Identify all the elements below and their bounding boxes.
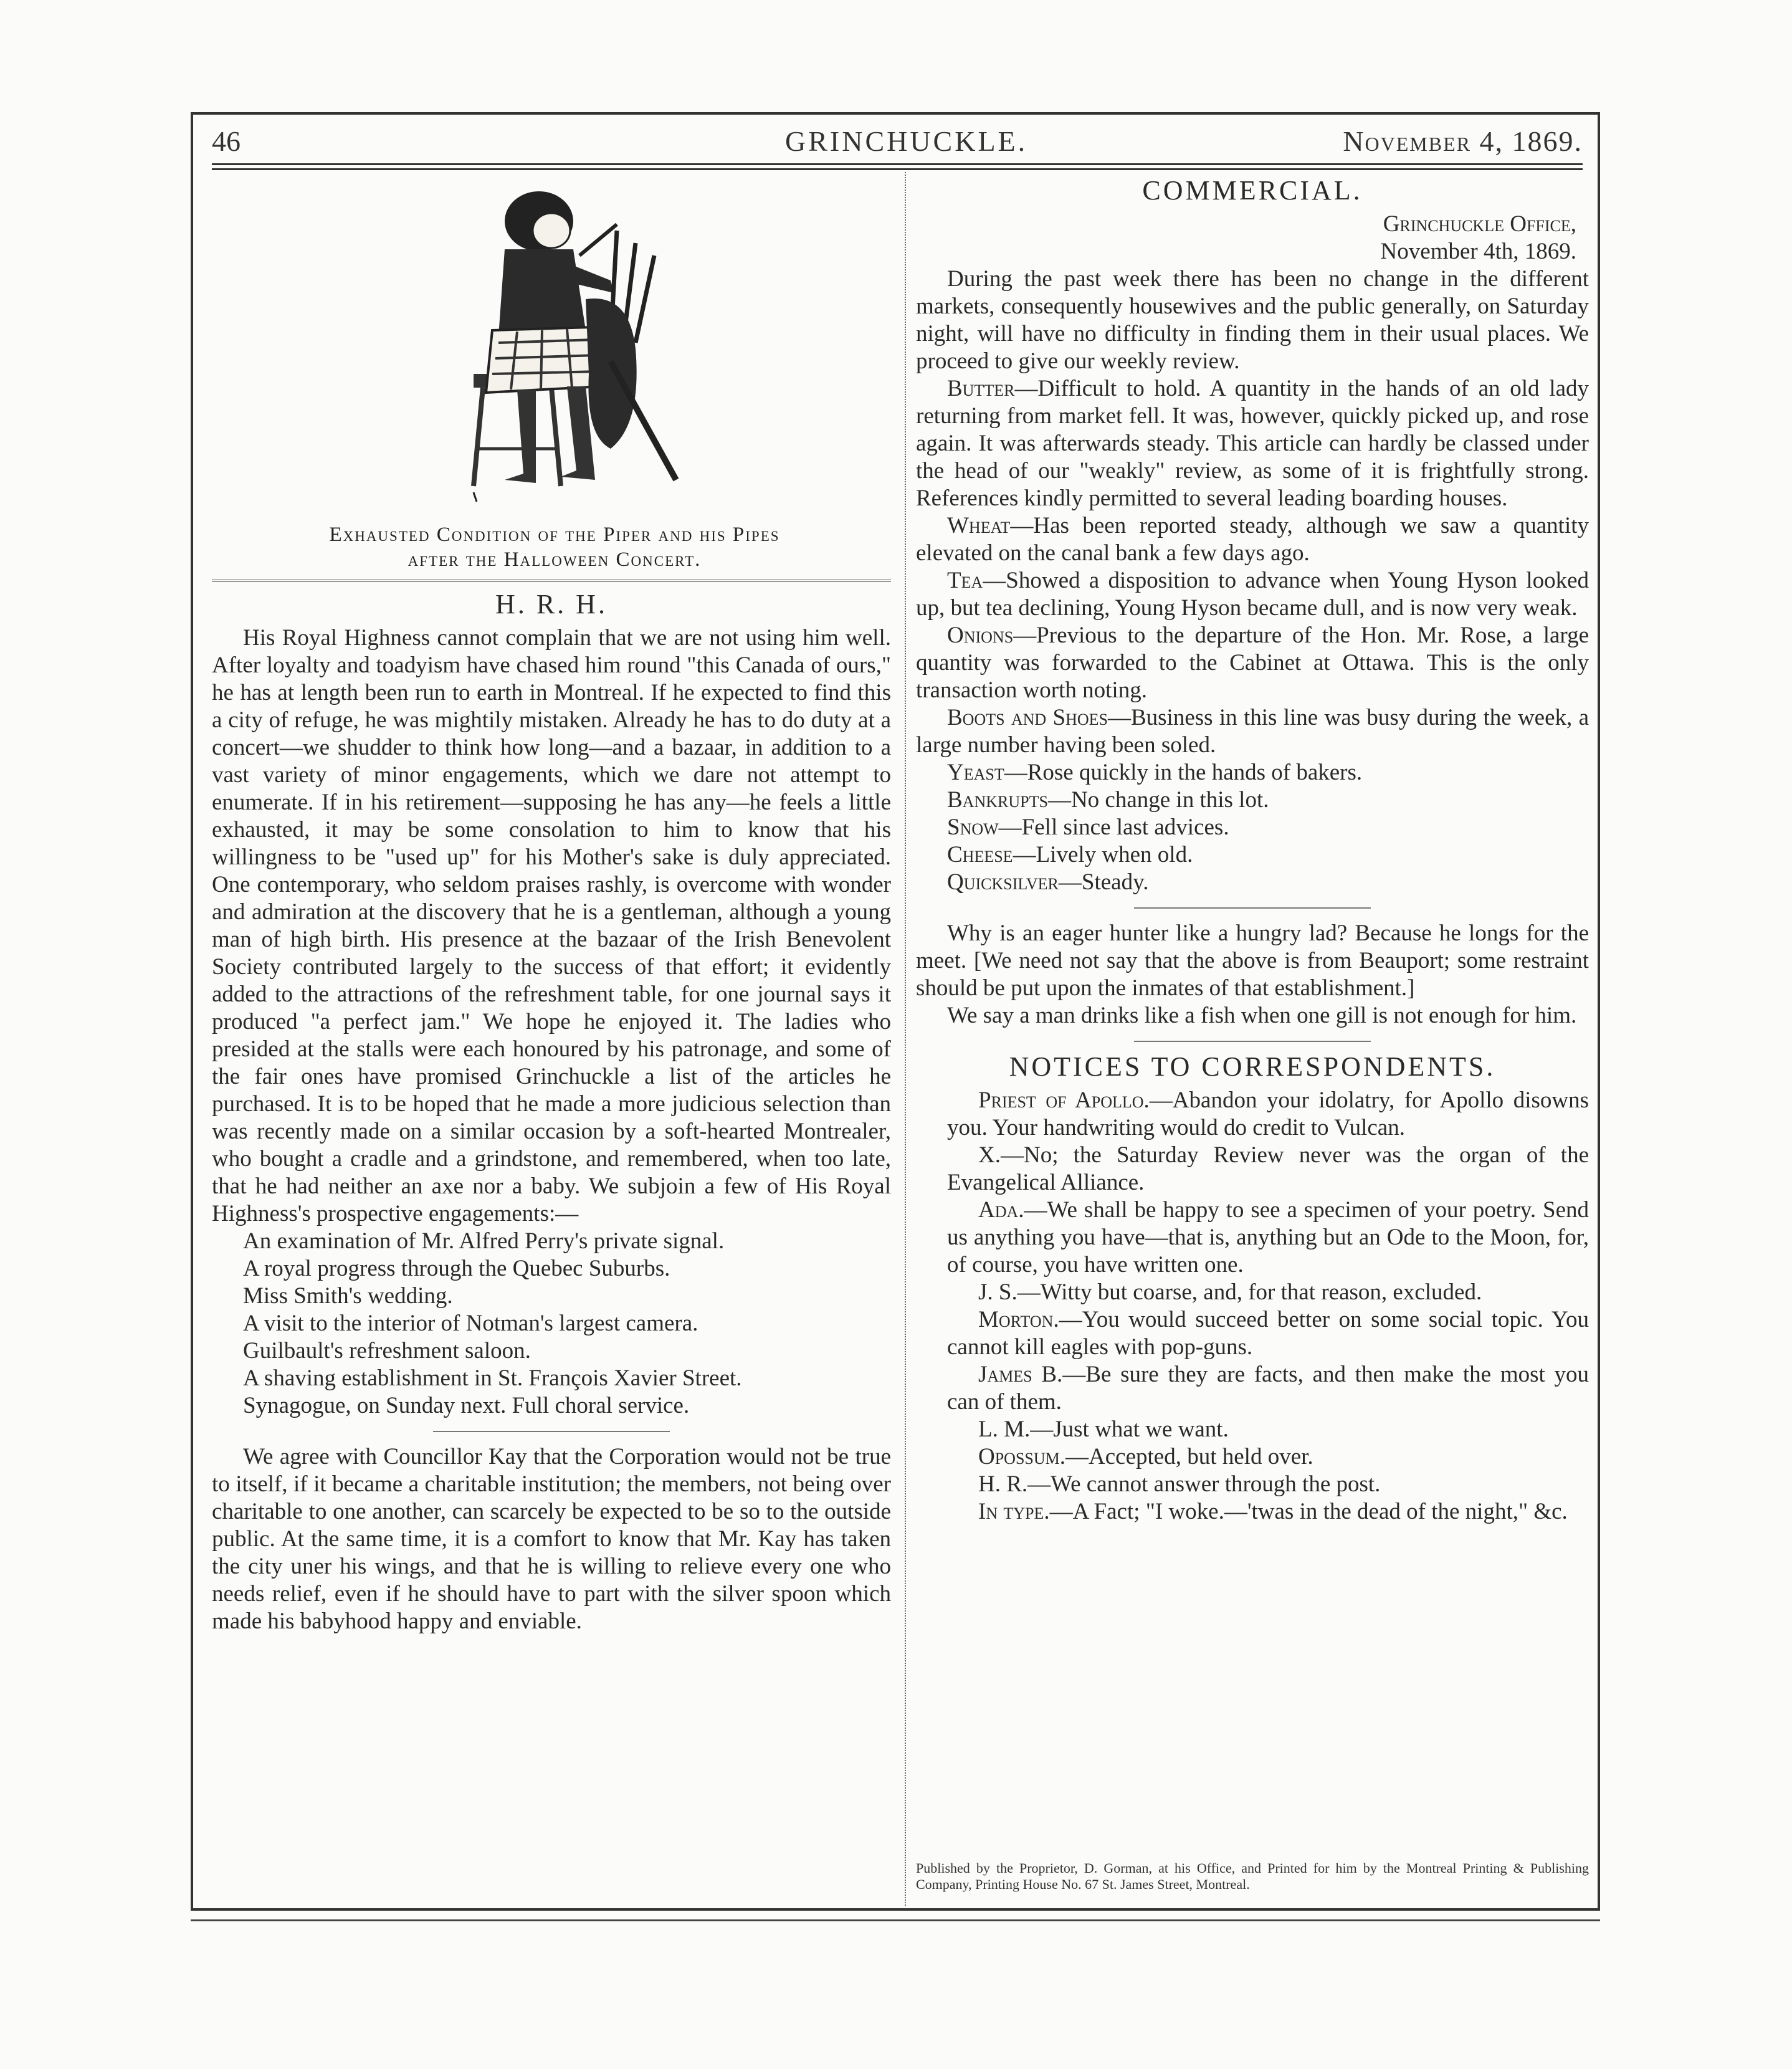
notice-item: J. S.—Witty but coarse, and, for that reason, excluded.: [978, 1279, 1482, 1305]
commercial-intro: During the past week there has been no change in the different markets, consequently housewives and the public generally, on Saturday night, will have no difficulty in finding them in their usual places. We proceed to give our weekly review.: [916, 266, 1589, 374]
office-date: November 4th, 1869.: [1380, 239, 1576, 264]
caption-line-1: Exhausted Condition of the Piper and his Pipes: [329, 523, 780, 546]
market-item: Snow—Fell since last advices.: [947, 815, 1229, 840]
section-separator: [1134, 907, 1371, 909]
notices-heading: NOTICES TO CORRESPONDENTS.: [1009, 1051, 1496, 1082]
piper-figure-icon: [430, 187, 692, 511]
header-rule: [212, 163, 1583, 165]
market-item: Wheat—Has been reported steady, although we saw a quantity elevated on the canal bank a few days ago.: [916, 513, 1589, 566]
market-item: Cheese—Lively when old.: [947, 842, 1193, 867]
market-item: Quicksilver—Steady.: [947, 869, 1149, 895]
notice-item: Ada.—We shall be happy to see a specimen of your poetry. Send us anything you have—that is, anything but an Ode to the Moon, for, of course, you have written one.: [947, 1197, 1589, 1278]
list-item: A royal progress through the Quebec Suburbs.: [243, 1256, 670, 1281]
list-item: Guilbault's refreshment saloon.: [243, 1338, 531, 1364]
publisher-footer: Published by the Proprietor, D. Gorman, at his Office, and Printed for him by the Montreal Printing & Publishing Company, Printing House No. 67 St. James Street, Montreal.: [916, 1860, 1589, 1892]
notice-item: Priest of Apollo.—Abandon your idolatry, for Apollo disowns you. Your handwriting would do credit to Vulcan.: [947, 1087, 1589, 1140]
notice-item: James B.—Be sure they are facts, and then make the most you can of them.: [947, 1362, 1589, 1415]
kay-paragraph: We agree with Councillor Kay that the Corporation would not be true to itself, if it became a charitable institution; the members, not being over charitable to one another, can scarcely be expected to be so to the outside public. At the same time, it is a comfort to know that Mr. Kay has taken the city uner his wings, and that he is willing to relieve every one who needs relief, even if he should have to part with the silver spoon which made his babyhood happy and enviable.: [212, 1444, 891, 1634]
hrh-paragraph: His Royal Highness cannot complain that we are not using him well. After loyalty and toadyism have chased him round "this Canada of ours," he has at length been run to earth in Montreal. If he expected to find this a city of refuge, he was mightily mistaken. Already he has to do duty at a concert—we shudder to think how long—and a bazaar, in addition to a vast variety of minor engagements, which we dare not attempt to enumerate. If in his retirement—supposing he has any—he feels a little exhausted, it may be some consolation to him to know that his willingness to be "used up" for his Mother's sake is duly appreciated. One contemporary, who seldom praises rashly, is overcome with wonder and admiration at the discovery that he is a gentleman, although a young man of high birth. His presence at the bazaar of the Irish Benevolent Society contributed largely to the success of that effort; it evidently added to the attractions of the refreshment table, for one journal says it produced "a perfect jam." We hope he enjoyed it. The ladies who presided at the stalls were each honoured by his patronage, and some of the fair ones have promised Grinchuckle a list of the articles he purchased. It is to be hoped that he made a more judicious selection than was recently made on a similar occasion by a soft-hearted Montrealer, who bought a cradle and a grindstone, and remembered, when too late, that he had neither an axe nor a baby. We subjoin a few of His Royal Highness's prospective engagements:—: [212, 625, 891, 1226]
market-item: Yeast—Rose quickly in the hands of bakers.: [947, 760, 1363, 785]
notice-item: H. R.—We cannot answer through the post.: [978, 1471, 1381, 1497]
column-divider: [905, 172, 906, 1906]
engagement-list: [212, 1228, 891, 1420]
notice-item: Opossum.—Accepted, but held over.: [978, 1444, 1313, 1469]
list-item: An examination of Mr. Alfred Perry's private signal.: [243, 1228, 725, 1254]
list-item: A visit to the interior of Notman's largest camera.: [243, 1311, 698, 1336]
section-separator: [1134, 1041, 1371, 1042]
list-item: Synagogue, on Sunday next. Full choral service.: [243, 1393, 690, 1418]
market-item: Butter—Difficult to hold. A quantity in the hands of an old lady returning from market fell. It was, however, quickly picked up, and rose again. It was afterwards steady. This article can hardly be classed under the head of our "weakly" review, as some of it is frightfully strong. References kindly permitted to several leading boarding houses.: [916, 376, 1589, 511]
header-rule-2: [212, 168, 1583, 170]
issue-date: November 4, 1869.: [1343, 125, 1583, 157]
hunter-paragraph: Why is an eager hunter like a hungry lad? Because he longs for the meet. [We need not say that the above is from Beauport; some restraint should be put upon the inmates of that establishment.]: [916, 920, 1589, 1001]
list-item: A shaving establishment in St. François Xavier Street.: [243, 1365, 742, 1391]
bottom-rule: [191, 1919, 1600, 1921]
right-column: [916, 172, 1589, 1526]
office-line: Grinchuckle Office,: [1383, 211, 1576, 237]
market-item: Boots and Shoes—Business in this line was busy during the week, a large number having been soled.: [916, 705, 1589, 758]
fish-paragraph: We say a man drinks like a fish when one gill is not enough for him.: [947, 1003, 1577, 1028]
page-number: 46: [212, 125, 241, 157]
market-item: Bankrupts—No change in this lot.: [947, 787, 1269, 813]
commercial-heading: COMMERCIAL.: [1142, 175, 1363, 206]
section-separator: [433, 1431, 670, 1432]
list-item: Miss Smith's wedding.: [243, 1283, 453, 1309]
left-column: [212, 580, 891, 1635]
caption-line-2: after the Halloween Concert.: [407, 548, 702, 571]
notice-item: In type.—A Fact; "I woke.—'twas in the dead of the night," &c.: [978, 1499, 1568, 1524]
notice-item: X.—No; the Saturday Review never was the organ of the Evangelical Alliance.: [947, 1142, 1589, 1195]
market-item: Tea—Showed a disposition to advance when Young Hyson looked up, but tea declining, Young Hyson became dull, and is now very weak.: [916, 568, 1589, 621]
caption-separator: [212, 580, 891, 582]
illustration-caption: [212, 522, 897, 572]
publication-title: GRINCHUCKLE.: [785, 125, 1028, 157]
market-item: Onions—Previous to the departure of the Hon. Mr. Rose, a large quantity was forwarded to the Cabinet at Ottawa. This is the only transaction worth noting.: [916, 623, 1589, 703]
notice-item: Morton.—You would succeed better on some social topic. You cannot kill eagles with pop-guns.: [947, 1307, 1589, 1360]
hrh-heading: H. R. H.: [495, 589, 608, 619]
notice-item: L. M.—Just what we want.: [978, 1417, 1229, 1442]
page-header: [212, 125, 1583, 162]
